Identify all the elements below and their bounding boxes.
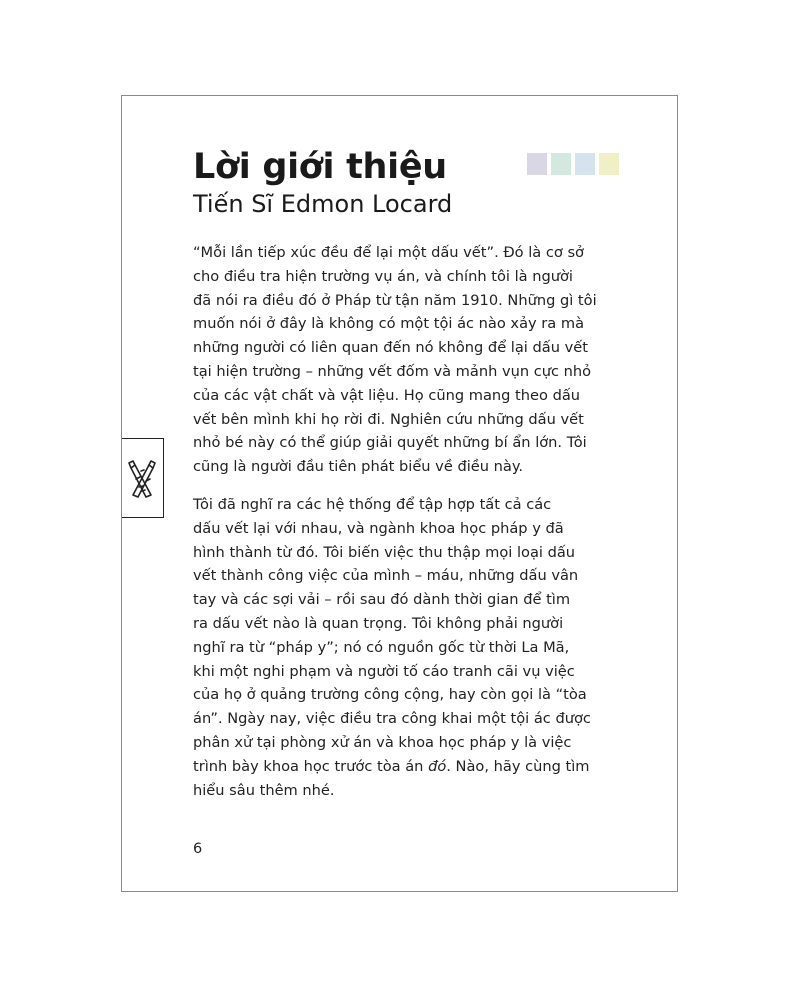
text-line: tại hiện trường – những vết đốm và mảnh vụn cực nhỏ <box>193 362 592 380</box>
swatch-light-blue <box>575 153 595 175</box>
page-subtitle-author: Tiến Sĩ Edmon Locard <box>193 190 453 218</box>
page-number: 6 <box>193 841 203 857</box>
crossed-tools-icon <box>127 459 157 499</box>
text-fragment: trình bày khoa học trước tòa án <box>193 757 429 775</box>
paragraph-1 <box>193 241 637 479</box>
paragraph-2 <box>193 493 637 802</box>
text-line: ra dấu vết nào là quan trọng. Tôi không phải người <box>193 614 564 632</box>
swatch-pale-yellow <box>599 153 619 175</box>
text-line: tay và các sợi vải – rồi sau đó dành thời gian để tìm <box>193 591 571 609</box>
italic-word: đó <box>428 757 447 775</box>
text-line <box>193 755 637 779</box>
text-line: cũng là người đầu tiên phát biểu về điều này. <box>193 458 524 476</box>
body-text <box>193 241 637 802</box>
text-line: khi một nghi phạm và người tố cáo tranh cãi vụ việc <box>193 662 575 680</box>
text-line: dấu vết lại với nhau, và ngành khoa học pháp y đã <box>193 519 564 537</box>
text-line: cho điều tra hiện trường vụ án, và chính tôi là người <box>193 267 573 285</box>
text-line: hình thành từ đó. Tôi biến việc thu thập mọi loại dấu <box>193 543 576 561</box>
swatch-lavender <box>527 153 547 175</box>
text-line: Tôi đã nghĩ ra các hệ thống để tập hợp tất cả các <box>193 495 552 513</box>
text-line: của các vật chất và vật liệu. Họ cũng mang theo dấu <box>193 386 581 404</box>
chapter-emblem <box>122 438 164 518</box>
text-line: muốn nói ở đây là không có một tội ác nào xảy ra mà <box>193 315 585 333</box>
swatch-mint <box>551 153 571 175</box>
text-line: án”. Ngày nay, việc điều tra công khai một tội ác được <box>193 710 591 728</box>
text-line: nghĩ ra từ “pháp y”; nó có nguồn gốc từ thời La Mã, <box>193 638 570 656</box>
text-line: của họ ở quảng trường công cộng, hay còn gọi là “tòa <box>193 686 587 704</box>
text-fragment: . Nào, hãy cùng tìm <box>446 757 590 775</box>
book-page <box>121 95 678 892</box>
text-line: những người có liên quan đến nó không để lại dấu vết <box>193 339 588 357</box>
text-line: hiểu sâu thêm nhé. <box>193 781 335 799</box>
text-line: “Mỗi lần tiếp xúc đều để lại một dấu vết”. Đó là cơ sở <box>193 244 584 261</box>
text-line: đã nói ra điều đó ở Pháp từ tận năm 1910. Những gì tôi <box>193 291 597 309</box>
text-line: vết thành công việc của mình – máu, những dấu vân <box>193 567 579 585</box>
text-line: phân xử tại phòng xử án và khoa học pháp y là việc <box>193 733 572 751</box>
page-title: Lời giới thiệu <box>193 147 447 187</box>
color-swatches <box>527 153 623 175</box>
text-line: vết bên mình khi họ rời đi. Nghiên cứu những dấu vết <box>193 410 584 428</box>
text-line: nhỏ bé này có thể giúp giải quyết những bí ẩn lớn. Tôi <box>193 434 587 452</box>
